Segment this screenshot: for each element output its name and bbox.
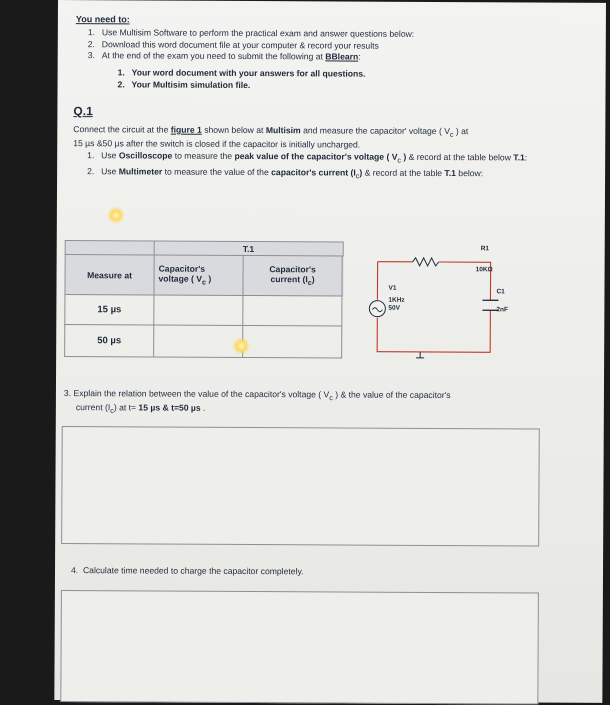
voltage-cell[interactable] — [154, 325, 243, 357]
col-current: Capacitor's current $(I_c)$ — [243, 255, 342, 296]
col-measure: Measure at — [65, 255, 154, 295]
submit-item: 1. Your word document with your answers for all questions. — [118, 67, 366, 79]
need-list — [88, 27, 415, 63]
current-cell[interactable] — [243, 325, 342, 358]
v-freq-label: 1KHz — [388, 297, 405, 304]
light-glare — [232, 337, 250, 355]
bblearn-link: BBlearn — [325, 51, 358, 61]
q1-steps — [87, 150, 527, 185]
q4-answer-box[interactable] — [60, 590, 539, 705]
circuit-diagram — [362, 240, 513, 365]
need-item: 1. Use Multisim Software to perform the practical exam and answer questions below: — [88, 27, 414, 39]
q1-step: 1. Use Oscilloscope to measure the peak value of the capacitor's voltage ( $V_c$ ) & record at the table below T.1: — [87, 150, 527, 167]
v-name-label: V1 — [388, 285, 396, 292]
q3-answer-box[interactable] — [61, 426, 540, 547]
table-row — [65, 325, 343, 358]
voltage-cell[interactable] — [154, 295, 243, 325]
q4-text: 4. Calculate time needed to charge the capacitor completely. — [71, 565, 304, 577]
resistor-symbol — [413, 258, 439, 266]
table-t1 — [64, 240, 343, 358]
ac-source-symbol — [369, 301, 385, 317]
r-value-label: 10KΩ — [476, 266, 493, 273]
current-cell[interactable] — [243, 295, 342, 326]
row-label: 50 µs — [65, 325, 154, 357]
light-glare — [107, 206, 125, 224]
v-amp-label: 50V — [388, 305, 400, 312]
submit-list — [118, 67, 366, 91]
figure-ref: figure 1 — [171, 125, 202, 135]
wire — [377, 310, 490, 353]
need-title: You need to: — [76, 14, 130, 25]
need-item: 2. Download this word document file at your computer & record your results — [88, 39, 414, 51]
need-item: 3. At the end of the exam you need to submit the following at BBlearn: — [88, 50, 414, 62]
row-label: 15 µs — [65, 295, 154, 325]
table-row — [65, 295, 343, 326]
q1-heading: Q.1 — [73, 106, 92, 117]
q1-step: 2. Use Multimeter to measure the value of the capacitor's current $(I_c)$ & record at the table T.1 below: — [87, 166, 527, 183]
c-value-label: 2nF — [496, 306, 508, 313]
c-name-label: C1 — [496, 288, 505, 295]
document-page — [54, 0, 606, 703]
q3-text: 3. Explain the relation between the value of the capacitor's voltage ( $V_c$ ) & the value of the capacitor's current $(I_c)$ at t= 15 µs & t=50 µs . — [64, 388, 524, 419]
col-voltage: Capacitor's voltage ( $V_c$ ) — [154, 255, 243, 295]
r-name-label: R1 — [481, 245, 490, 252]
table-title: T.1 — [154, 241, 343, 256]
q1-intro: Connect the circuit at the figure 1 shown below at Multisim and measure the capacitor' voltage ( $V_c$ ) at 15 µs &50 µs after the switch is closed if the capacitor is initially uncharged. — [73, 124, 543, 151]
submit-item: 2. Your Multisim simulation file. — [118, 79, 366, 91]
